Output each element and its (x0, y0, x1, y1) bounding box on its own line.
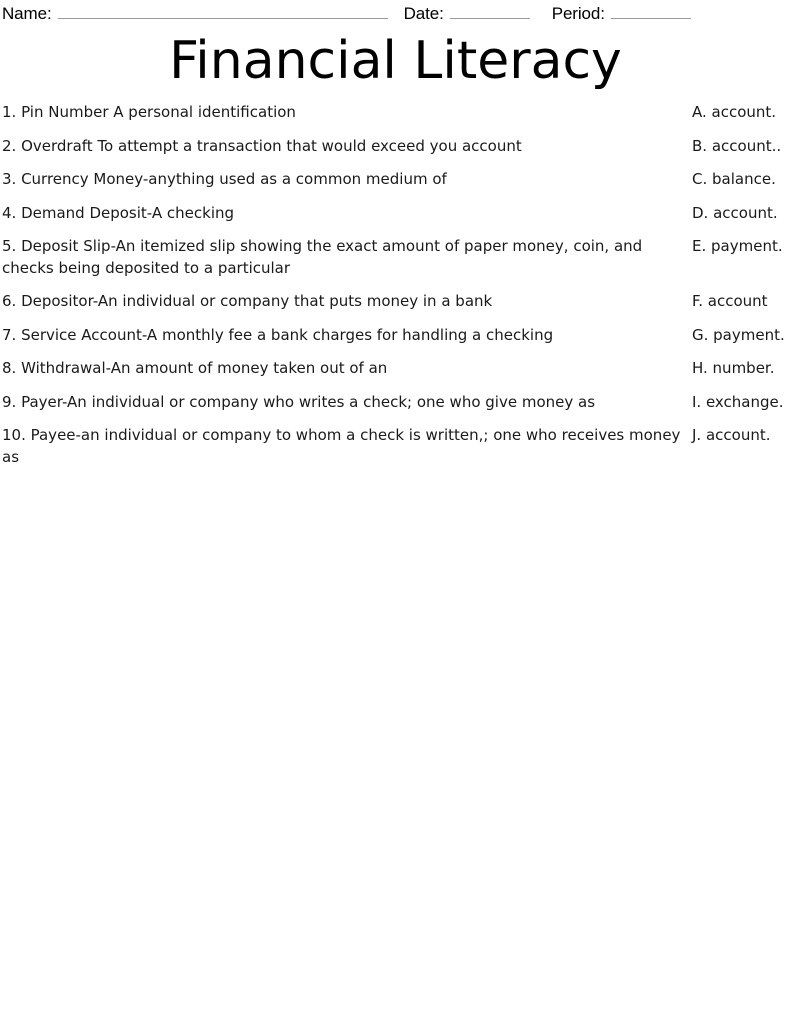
prompt-item-5[interactable]: 5. Deposit Slip-An itemized slip showing the exact amount of paper money, coin, and checks being deposited to a particular (2, 237, 643, 277)
name-input-blank[interactable] (58, 4, 388, 19)
answer-option-a[interactable]: A. account. (692, 103, 777, 121)
table-row (2, 358, 789, 380)
answer-option-c[interactable]: C. balance. (692, 170, 776, 188)
answer-option-j[interactable]: J. account. (692, 426, 771, 444)
prompt-item-9[interactable]: 9. Payer-An individual or company who writes a check; one who give money as (2, 392, 596, 411)
prompt-item-10[interactable]: 10. Payee-an individual or company to whom a check is written,; one who receives money as (2, 426, 681, 466)
table-row (2, 291, 789, 313)
table-row (2, 392, 789, 414)
name-label: Name: (2, 4, 52, 23)
student-info-header (0, 0, 791, 28)
prompt-item-7[interactable]: 7. Service Account-A monthly fee a bank charges for handling a checking (2, 325, 554, 344)
prompt-item-8[interactable]: 8. Withdrawal-An amount of money taken out of an (2, 359, 388, 377)
prompt-item-2[interactable]: 2. Overdraft To attempt a transaction that would exceed you account (2, 136, 522, 155)
prompt-item-3[interactable]: 3. Currency Money-anything used as a common medium of (2, 170, 447, 188)
answer-option-e[interactable]: E. payment. (692, 237, 783, 255)
table-row (2, 169, 789, 191)
answer-option-i[interactable]: I. exchange. (692, 392, 784, 411)
table-row (2, 325, 789, 347)
period-input-blank[interactable] (611, 4, 691, 19)
prompt-item-1[interactable]: 1. Pin Number A personal identification (2, 103, 296, 121)
date-label: Date: (403, 4, 444, 23)
answer-option-d[interactable]: D. account. (692, 203, 778, 222)
matching-exercise-list (0, 102, 791, 468)
table-row (2, 236, 789, 279)
page-title: Financial Literacy (169, 31, 622, 91)
prompt-item-6[interactable]: 6. Depositor-An individual or company that puts money in a bank (2, 292, 493, 310)
answer-option-f[interactable]: F. account (692, 292, 768, 310)
table-row (2, 425, 789, 468)
table-row (2, 136, 789, 158)
answer-option-g[interactable]: G. payment. (692, 325, 785, 344)
date-input-blank[interactable] (450, 4, 530, 19)
prompt-item-4[interactable]: 4. Demand Deposit-A checking (2, 203, 235, 222)
period-label: Period: (551, 4, 605, 23)
table-row (2, 203, 789, 225)
answer-option-h[interactable]: H. number. (692, 359, 775, 377)
table-row (2, 102, 789, 124)
answer-option-b[interactable]: B. account.. (692, 136, 782, 155)
